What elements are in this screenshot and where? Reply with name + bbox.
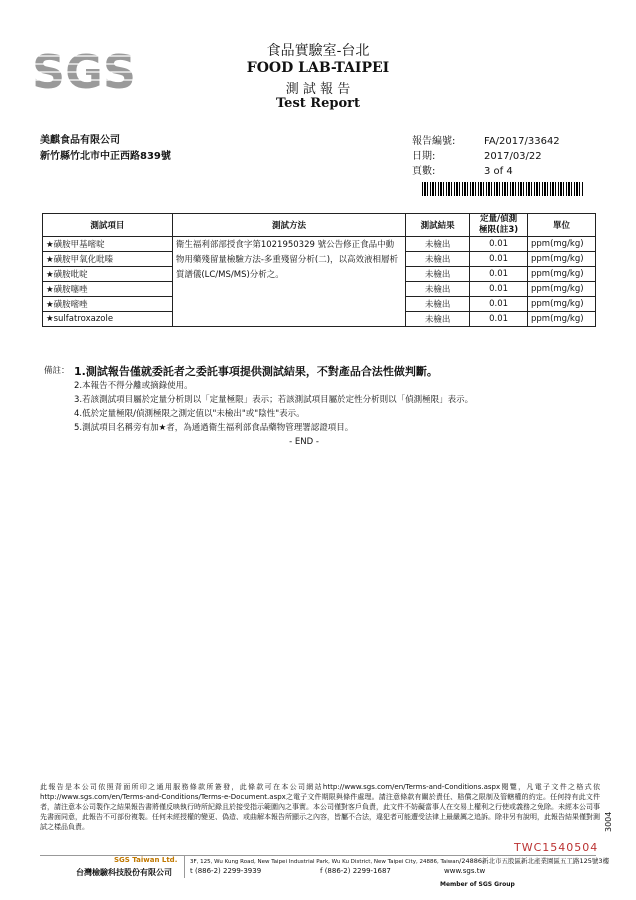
company-cn: 台灣檢驗科技股份有限公司 [76,868,172,877]
report-info-row: 頁數: 3 of 4 [412,166,513,177]
tel: t (886-2) 2299-3939 [190,867,262,875]
header-item: 測試項目 [43,214,173,237]
table-row: ★磺胺吡啶 未檢出 0.01 ppm(mg/kg) [43,267,596,282]
table-header-row [43,214,596,237]
method-cell: 衛生福利部部授食字第1021950329 號公告修正食品中動物用藥殘留量檢驗方法-多重殘留分析(二)，以高效液相層析質譜儀(LC/MS/MS)分析之。 [172,237,405,327]
notes-label: 備註： [44,366,70,376]
client-name: 美麒食品有限公司 [40,135,120,146]
table-row: ★sulfatroxazole 未檢出 0.01 ppm(mg/kg) [43,312,596,327]
header-unit: 單位 [528,214,596,237]
report-info-row: 報告編號: FA/2017/33642 [412,136,560,147]
header-result: 測試結果 [406,214,470,237]
results-table [42,213,596,327]
logo-text: SGS [31,45,137,99]
footer-address [190,856,609,865]
report-title-cn: 測 試 報 告 [285,82,351,97]
end-marker: - END - [289,437,319,447]
client-address: 新竹縣竹北市中正西路839號 [40,151,171,162]
header-method: 測試方法 [172,214,405,237]
note-item: 3.若該測試項目屬於定量分析則以「定量極限」表示；若該測試項目屬於定性分析則以「偵測極限」表示。 [74,395,474,405]
website: www.sgs.tw [444,867,486,875]
fax: f (886-2) 2299-1687 [320,867,391,875]
report-info-row: 日期: 2017/03/22 [412,151,542,162]
footer-vline [184,856,185,878]
lab-name-cn: 食品實驗室-台北 [266,43,370,59]
serial-number: TWC1540504 [514,841,599,854]
header-limit: 定量/偵測 極限(註3) [470,214,528,237]
company-en: SGS Taiwan Ltd. [114,856,178,864]
note-item: 2.本報告不得分離或摘錄使用。 [74,381,193,391]
note-item: 1.測試報告僅就委託者之委託事項提供測試結果，不對產品合法性做判斷。 [74,365,438,378]
lab-name-en: FOOD LAB-TAIPEI [246,60,390,76]
table-row: ★磺胺噻唑 未檢出 0.01 ppm(mg/kg) [43,282,596,297]
barcode [422,182,584,196]
terms-text: 此報告是本公司依照背面所印之通用服務條款所簽發，此條款可在本公司網站http://www.sgs.com/en/Terms-and-Conditions.aspx閱覽，凡電子文件之格式依http://www.sgs.com/en/Terms-and-Conditions/Terms-e-Document.aspx之電子文件期限與條件處理。請注意條款有關於責任、賠償之限制及管轄權的約定。任何持有此文件者，請注意本公司製作之結果報告書將僅反映執行時所紀錄且於接受指示範圍內之事實。本公司僅對客戶負責，此文件不妨礙當事人在交易上權利之行使或義務之免除。未經本公司事先書面同意，此報告不可部份複製。任何未經授權的變更、偽造、或曲解本報告所顯示之內容，皆屬不合法，違犯者可能遭受法律上最嚴厲之追訴。除非另有說明，此報告結果僅對測試之樣品負責。 [40,783,600,831]
table-row: ★磺胺嘧唑 未檢出 0.01 ppm(mg/kg) [43,297,596,312]
address-en: 3F, 125, Wu Kung Road, New Taipei Industrial Park, Wu Ku District, New Taipei City, 24886, Taiwan [190,859,460,865]
report-info [412,134,560,179]
table-row: ★磺胺甲基嘧啶 衛生福利部部授食字第1021950329 號公告修正食品中動物用藥殘留量檢驗方法-多重殘留分析(二)，以高效液相層析質譜儀(LC/MS/MS)分析之。 未檢出 0.01 ppm(mg/kg) [43,237,596,252]
address-cn: /24886新北市五股區新北產業園區五工路125號3樓 [459,857,610,865]
member-of-sgs: Member of SGS Group [440,881,515,888]
side-code: 3004 [604,811,613,832]
note-item: 5.測試項目名稱旁有加★者，為通過衛生福利部食品藥物管理署認證項目。 [74,423,354,433]
note-item: 4.低於定量極限/偵測極限之測定值以"未檢出"或"陰性"表示。 [74,409,305,419]
table-row: ★磺胺甲氧化吡嗪 未檢出 0.01 ppm(mg/kg) [43,252,596,267]
notes [44,364,604,449]
report-title-en: Test Report [276,96,360,111]
